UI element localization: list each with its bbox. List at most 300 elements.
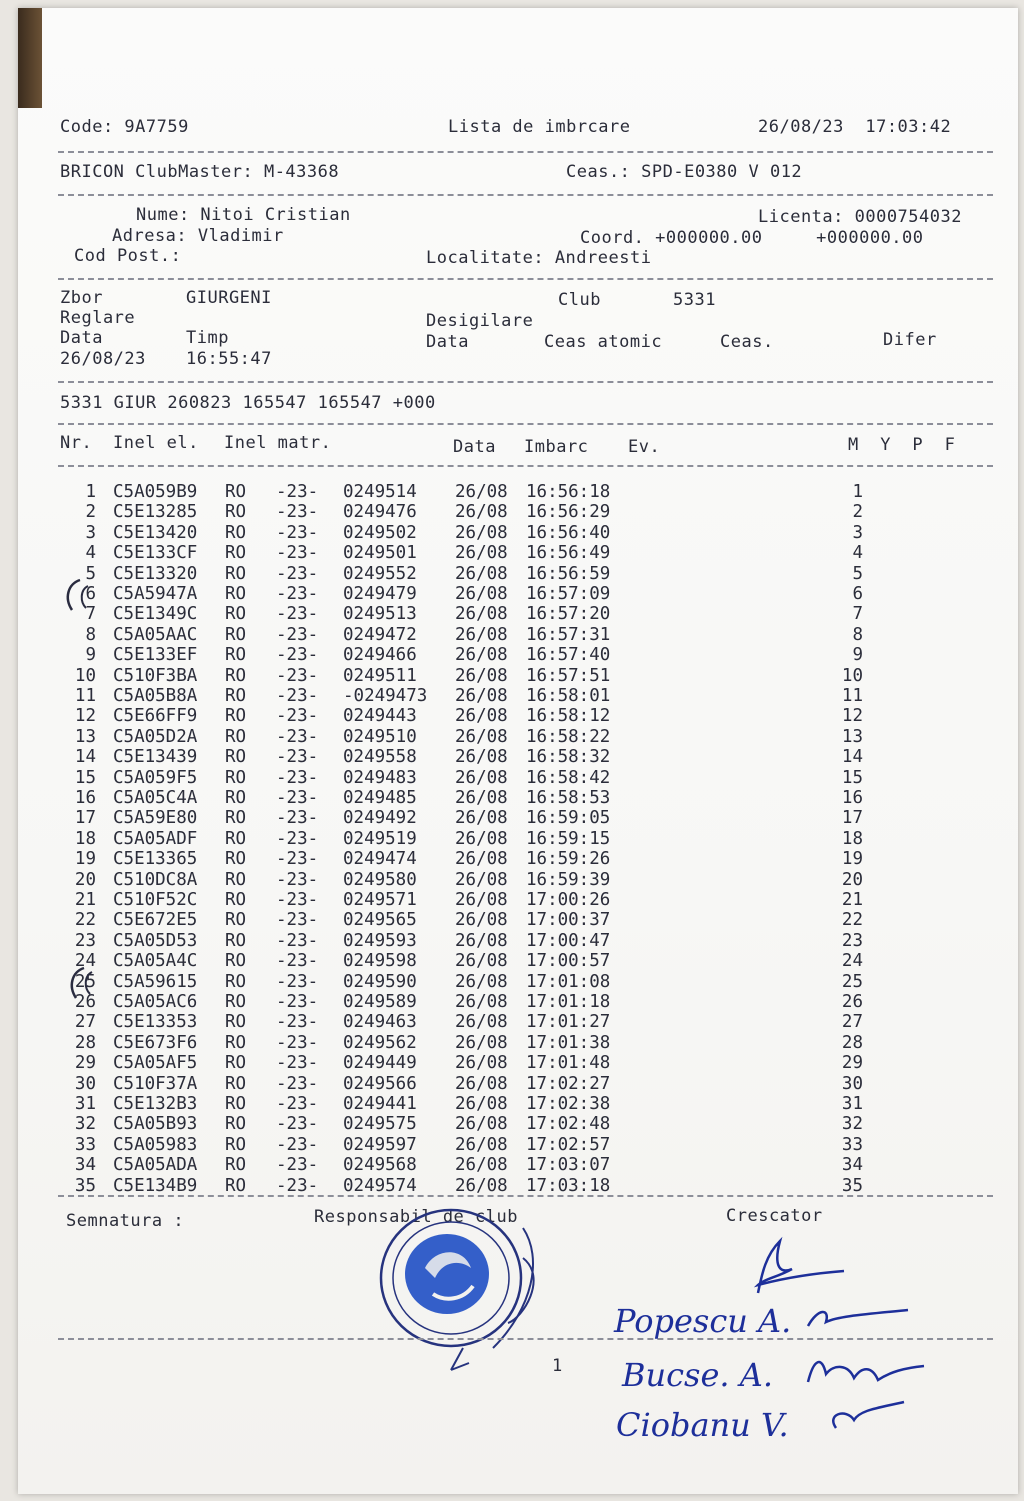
country-code: RO xyxy=(225,971,247,992)
ring-year: -23- xyxy=(276,604,319,625)
divider xyxy=(58,423,993,425)
country-code: RO xyxy=(225,1012,247,1033)
federation-stamp-seal xyxy=(373,1198,563,1373)
country-code: RO xyxy=(225,890,247,910)
row-number: 26 xyxy=(74,992,96,1012)
row-number: 33 xyxy=(74,1134,96,1155)
row-number: 13 xyxy=(74,726,96,747)
ring-serial: 0249598 xyxy=(343,951,417,972)
ring-year: -23- xyxy=(276,788,319,808)
arrival-date: 26/08 xyxy=(455,624,508,645)
ring-year: -23- xyxy=(276,828,319,849)
owner-licenta: Licenta: 0000754032 xyxy=(758,207,962,227)
ring-year: -23- xyxy=(276,502,319,523)
arrival-time: 17:02:38 xyxy=(526,1094,611,1114)
row-number: 17 xyxy=(74,808,96,829)
country-code: RO xyxy=(225,645,247,666)
country-code: RO xyxy=(225,522,247,543)
arrival-date: 26/08 xyxy=(455,930,508,951)
table-row xyxy=(18,645,1018,665)
ring-year: -23- xyxy=(276,563,319,584)
electronic-ring-id: C5E132B3 xyxy=(113,1094,198,1114)
ring-year: -23- xyxy=(276,951,319,972)
arrival-time: 17:02:27 xyxy=(526,1073,611,1094)
table-row xyxy=(18,1155,1018,1175)
electronic-ring-id: C5E673F6 xyxy=(113,1032,198,1053)
ring-serial: 0249566 xyxy=(343,1073,417,1094)
electronic-ring-id: C510F37A xyxy=(113,1073,198,1094)
country-code: RO xyxy=(225,1114,247,1135)
row-number: 14 xyxy=(74,747,96,768)
ring-year: -23- xyxy=(276,706,319,727)
arrival-time: 16:58:01 xyxy=(526,686,611,706)
divider xyxy=(58,1195,993,1197)
ring-serial: 0249483 xyxy=(343,767,417,788)
country-code: RO xyxy=(225,767,247,788)
arrival-date: 26/08 xyxy=(455,726,508,747)
table-row xyxy=(18,890,1018,910)
row-number: 29 xyxy=(74,1053,96,1074)
arrival-date: 26/08 xyxy=(455,686,508,706)
electronic-ring-id: C5A05ADA xyxy=(113,1155,198,1176)
electronic-ring-id: C5A05AAC xyxy=(113,624,198,645)
arrival-time: 17:01:38 xyxy=(526,1032,611,1053)
table-row xyxy=(18,706,1018,726)
country-code: RO xyxy=(225,1155,247,1176)
row-number: 7 xyxy=(85,604,96,625)
semnatura-label: Semnatura : xyxy=(66,1211,185,1231)
flag-m-value: 34 xyxy=(841,1155,863,1176)
arrival-date: 26/08 xyxy=(455,665,508,686)
timp-label: Timp xyxy=(186,328,229,348)
country-code: RO xyxy=(225,604,247,625)
ring-year: -23- xyxy=(276,992,319,1012)
ring-year: -23- xyxy=(276,1155,319,1176)
ring-serial: 0249510 xyxy=(343,726,417,747)
page-corner-shadow xyxy=(18,8,42,108)
arrival-time: 17:01:48 xyxy=(526,1053,611,1074)
ring-year: -23- xyxy=(276,849,319,870)
ring-year: -23- xyxy=(276,686,319,706)
table-row xyxy=(18,1053,1018,1073)
row-number: 16 xyxy=(74,788,96,808)
table-row xyxy=(18,870,1018,890)
flag-m-value: 5 xyxy=(852,563,863,584)
table-row xyxy=(18,910,1018,930)
row-number: 30 xyxy=(74,1073,96,1094)
arrival-time: 16:57:31 xyxy=(526,624,611,645)
ceas-atomic-label: Ceas atomic xyxy=(544,332,663,352)
flag-m-value: 26 xyxy=(841,992,863,1012)
row-number: 6 xyxy=(85,584,96,604)
arrival-time: 16:59:26 xyxy=(526,849,611,870)
flag-m-value: 32 xyxy=(841,1114,863,1135)
table-row xyxy=(18,972,1018,992)
handwritten-committee-signatures xyxy=(608,1286,948,1466)
club-value: 5331 xyxy=(673,290,716,310)
ring-serial: 0249502 xyxy=(343,522,417,543)
arrival-date: 26/08 xyxy=(455,522,508,543)
table-row xyxy=(18,502,1018,522)
flag-m-value: 11 xyxy=(841,686,863,706)
ring-year: -23- xyxy=(276,543,319,564)
row-number: 19 xyxy=(74,849,96,870)
ring-serial: 0249485 xyxy=(343,788,417,808)
row-number: 9 xyxy=(85,645,96,666)
flag-m-value: 7 xyxy=(852,604,863,625)
table-row xyxy=(18,604,1018,624)
row-number: 32 xyxy=(74,1114,96,1135)
flag-m-value: 23 xyxy=(841,930,863,951)
country-code: RO xyxy=(225,1175,247,1196)
country-code: RO xyxy=(225,706,247,727)
ring-year: -23- xyxy=(276,1032,319,1053)
country-code: RO xyxy=(225,930,247,951)
flag-m-value: 19 xyxy=(841,849,863,870)
margin-bracket-mark xyxy=(58,576,98,616)
arrival-date: 26/08 xyxy=(455,992,508,1012)
country-code: RO xyxy=(225,1073,247,1094)
arrival-date: 26/08 xyxy=(455,747,508,768)
electronic-ring-id: C5A59E80 xyxy=(113,808,198,829)
data-label: Data xyxy=(60,328,103,348)
reglare-time: 16:55:47 xyxy=(186,349,272,369)
arrival-time: 17:00:37 xyxy=(526,910,611,931)
arrival-date: 26/08 xyxy=(455,1134,508,1155)
electronic-ring-id: C5A05B8A xyxy=(113,686,198,706)
row-number: 1 xyxy=(85,482,96,502)
flag-m-value: 31 xyxy=(841,1094,863,1114)
table-row xyxy=(18,564,1018,584)
row-number: 5 xyxy=(85,563,96,584)
row-number: 12 xyxy=(74,706,96,727)
ring-year: -23- xyxy=(276,584,319,604)
ring-serial: 0249575 xyxy=(343,1114,417,1135)
electronic-ring-id: C5E13365 xyxy=(113,849,198,870)
arrival-time: 17:01:27 xyxy=(526,1012,611,1033)
arrival-date: 26/08 xyxy=(455,584,508,604)
electronic-ring-id: C510DC8A xyxy=(113,869,198,890)
arrival-time: 16:57:40 xyxy=(526,645,611,666)
electronic-ring-id: C5E66FF9 xyxy=(113,706,198,727)
ring-year: -23- xyxy=(276,726,319,747)
electronic-ring-id: C5A059F5 xyxy=(113,767,198,788)
country-code: RO xyxy=(225,665,247,686)
row-number: 2 xyxy=(85,502,96,523)
ring-serial: 0249568 xyxy=(343,1155,417,1176)
ring-serial: 0249593 xyxy=(343,930,417,951)
divider xyxy=(58,465,993,467)
ring-year: -23- xyxy=(276,890,319,910)
electronic-ring-id: C5A05B93 xyxy=(113,1114,198,1135)
flag-m-value: 17 xyxy=(841,808,863,829)
arrival-time: 17:02:57 xyxy=(526,1134,611,1155)
ring-serial: -0249473 xyxy=(343,686,428,706)
electronic-ring-id: C5A5947A xyxy=(113,584,198,604)
clubmaster-label: BRICON ClubMaster: M-43368 xyxy=(60,162,340,182)
club-label: Club xyxy=(558,290,601,310)
header-datetime: 26/08/23 17:03:42 xyxy=(758,117,952,137)
electronic-ring-id: C5E13285 xyxy=(113,502,198,523)
arrival-date: 26/08 xyxy=(455,1053,508,1074)
flag-m-value: 24 xyxy=(841,951,863,972)
flag-m-value: 28 xyxy=(841,1032,863,1053)
arrival-date: 26/08 xyxy=(455,808,508,829)
arrival-time: 16:57:20 xyxy=(526,604,611,625)
desigilare-label: Desigilare xyxy=(426,311,534,331)
ring-serial: 0249558 xyxy=(343,747,417,768)
electronic-ring-id: C5E13420 xyxy=(113,522,198,543)
divider xyxy=(58,194,993,196)
country-code: RO xyxy=(225,910,247,931)
flag-m-value: 9 xyxy=(852,645,863,666)
electronic-ring-id: C5A05ADF xyxy=(113,828,198,849)
arrival-time: 16:58:42 xyxy=(526,767,611,788)
table-row xyxy=(18,625,1018,645)
arrival-date: 26/08 xyxy=(455,849,508,870)
flag-m-value: 4 xyxy=(852,543,863,564)
electronic-ring-id: C510F52C xyxy=(113,890,198,910)
arrival-time: 16:58:32 xyxy=(526,747,611,768)
arrival-date: 26/08 xyxy=(455,1175,508,1196)
col-inel-matr: Inel matr. xyxy=(224,433,332,453)
ring-year: -23- xyxy=(276,930,319,951)
flag-m-value: 20 xyxy=(841,869,863,890)
arrival-time: 17:00:47 xyxy=(526,930,611,951)
country-code: RO xyxy=(225,563,247,584)
flag-m-value: 27 xyxy=(841,1012,863,1033)
arrival-date: 26/08 xyxy=(455,645,508,666)
country-code: RO xyxy=(225,686,247,706)
arrival-time: 17:00:26 xyxy=(526,890,611,910)
arrival-time: 17:01:08 xyxy=(526,971,611,992)
ring-year: -23- xyxy=(276,645,319,666)
code-label: Code: 9A7759 xyxy=(60,117,189,137)
col-ev: Ev. xyxy=(628,437,661,457)
country-code: RO xyxy=(225,1032,247,1053)
country-code: RO xyxy=(225,726,247,747)
ring-year: -23- xyxy=(276,1134,319,1155)
arrival-time: 17:00:57 xyxy=(526,951,611,972)
arrival-date: 26/08 xyxy=(455,828,508,849)
electronic-ring-id: C5A05983 xyxy=(113,1134,198,1155)
table-row xyxy=(18,584,1018,604)
electronic-ring-id: C5A059B9 xyxy=(113,482,198,502)
ring-year: -23- xyxy=(276,482,319,502)
arrival-date: 26/08 xyxy=(455,767,508,788)
country-code: RO xyxy=(225,992,247,1012)
svg-text:Ciobanu V.: Ciobanu V. xyxy=(616,1406,789,1444)
table-row xyxy=(18,808,1018,828)
row-number: 22 xyxy=(74,910,96,931)
row-number: 4 xyxy=(85,543,96,564)
divider xyxy=(58,278,993,280)
ring-serial: 0249552 xyxy=(343,563,417,584)
ring-serial: 0249565 xyxy=(343,910,417,931)
arrival-date: 26/08 xyxy=(455,971,508,992)
ring-year: -23- xyxy=(276,665,319,686)
owner-cod-post: Cod Post.: xyxy=(74,246,182,266)
flag-m-value: 3 xyxy=(852,522,863,543)
row-number: 18 xyxy=(74,828,96,849)
table-row xyxy=(18,666,1018,686)
row-number: 8 xyxy=(85,624,96,645)
table-row xyxy=(18,931,1018,951)
electronic-ring-id: C5A05A4C xyxy=(113,951,198,972)
ring-year: -23- xyxy=(276,1114,319,1135)
table-row xyxy=(18,788,1018,808)
flag-m-value: 16 xyxy=(841,788,863,808)
country-code: RO xyxy=(225,869,247,890)
ring-serial: 0249511 xyxy=(343,665,417,686)
electronic-ring-id: C5A05AF5 xyxy=(113,1053,198,1074)
arrival-date: 26/08 xyxy=(455,869,508,890)
ring-serial: 0249443 xyxy=(343,706,417,727)
country-code: RO xyxy=(225,1134,247,1155)
electronic-ring-id: C5E133CF xyxy=(113,543,198,564)
crescator-label: Crescator xyxy=(726,1206,823,1226)
row-number: 35 xyxy=(74,1175,96,1196)
arrival-time: 16:57:09 xyxy=(526,584,611,604)
arrival-time: 16:56:59 xyxy=(526,563,611,584)
country-code: RO xyxy=(225,747,247,768)
arrival-date: 26/08 xyxy=(455,482,508,502)
ring-year: -23- xyxy=(276,747,319,768)
ring-serial: 0249463 xyxy=(343,1012,417,1033)
flag-m-value: 15 xyxy=(841,767,863,788)
ring-serial: 0249501 xyxy=(343,543,417,564)
arrival-date: 26/08 xyxy=(455,563,508,584)
row-number: 15 xyxy=(74,767,96,788)
table-row xyxy=(18,1135,1018,1155)
margin-bracket-mark xyxy=(62,964,102,1004)
table-row xyxy=(18,992,1018,1012)
ring-year: -23- xyxy=(276,767,319,788)
ring-year: -23- xyxy=(276,1175,319,1196)
ring-serial: 0249571 xyxy=(343,890,417,910)
table-row xyxy=(18,849,1018,869)
col-imbarc: Imbarc xyxy=(524,437,589,457)
arrival-time: 17:03:07 xyxy=(526,1155,611,1176)
arrival-time: 17:03:18 xyxy=(526,1175,611,1196)
row-number: 34 xyxy=(74,1155,96,1176)
country-code: RO xyxy=(225,951,247,972)
arrival-date: 26/08 xyxy=(455,1032,508,1053)
flag-m-value: 30 xyxy=(841,1073,863,1094)
arrival-time: 16:57:51 xyxy=(526,665,611,686)
arrival-date: 26/08 xyxy=(455,1012,508,1033)
flag-m-value: 14 xyxy=(841,747,863,768)
ring-serial: 0249574 xyxy=(343,1175,417,1196)
ring-serial: 0249449 xyxy=(343,1053,417,1074)
electronic-ring-id: C5E672E5 xyxy=(113,910,198,931)
table-row xyxy=(18,829,1018,849)
row-number: 24 xyxy=(74,951,96,972)
row-number: 3 xyxy=(85,522,96,543)
electronic-ring-id: C5E133EF xyxy=(113,645,198,666)
country-code: RO xyxy=(225,1094,247,1114)
table-row xyxy=(18,523,1018,543)
ring-serial: 0249474 xyxy=(343,849,417,870)
electronic-ring-id: C5E134B9 xyxy=(113,1175,198,1196)
ring-serial: 0249466 xyxy=(343,645,417,666)
country-code: RO xyxy=(225,624,247,645)
arrival-time: 17:01:18 xyxy=(526,992,611,1012)
ring-serial: 0249479 xyxy=(343,584,417,604)
zbor-value: GIURGENI xyxy=(186,288,272,308)
ring-serial: 0249589 xyxy=(343,992,417,1012)
arrival-date: 26/08 xyxy=(455,788,508,808)
ring-year: -23- xyxy=(276,522,319,543)
reglare-date: 26/08/23 xyxy=(60,349,146,369)
flag-m-value: 25 xyxy=(841,971,863,992)
desigilare-data-label: Data xyxy=(426,332,469,352)
ring-year: -23- xyxy=(276,1053,319,1074)
zbor-label: Zbor xyxy=(60,288,103,308)
ring-year: -23- xyxy=(276,808,319,829)
col-nr: Nr. xyxy=(60,433,93,453)
responsabil-label: Responsabil de club xyxy=(314,1207,518,1227)
table-row xyxy=(18,951,1018,971)
ring-serial: 0249580 xyxy=(343,869,417,890)
svg-text:Popescu A.: Popescu A. xyxy=(614,1302,792,1340)
arrival-date: 26/08 xyxy=(455,604,508,625)
ring-serial: 0249590 xyxy=(343,971,417,992)
svg-text:Bucse. A.: Bucse. A. xyxy=(622,1356,774,1394)
flag-m-value: 29 xyxy=(841,1053,863,1074)
country-code: RO xyxy=(225,788,247,808)
country-code: RO xyxy=(225,482,247,502)
electronic-ring-id: C5E13320 xyxy=(113,563,198,584)
page-number: 1 xyxy=(552,1356,563,1376)
summary-line: 5331 GIUR 260823 165547 165547 +000 xyxy=(60,393,436,413)
arrival-time: 16:58:53 xyxy=(526,788,611,808)
arrival-date: 26/08 xyxy=(455,502,508,523)
owner-coord: Coord. +000000.00 +000000.00 xyxy=(580,228,924,248)
flag-m-value: 18 xyxy=(841,828,863,849)
table-row xyxy=(18,686,1018,706)
row-number: 11 xyxy=(74,686,96,706)
table-row xyxy=(18,1176,1018,1196)
ring-year: -23- xyxy=(276,624,319,645)
ring-serial: 0249476 xyxy=(343,502,417,523)
arrival-date: 26/08 xyxy=(455,1114,508,1135)
arrival-time: 16:59:15 xyxy=(526,828,611,849)
arrival-time: 17:02:48 xyxy=(526,1114,611,1135)
arrival-time: 16:56:49 xyxy=(526,543,611,564)
ring-year: -23- xyxy=(276,910,319,931)
country-code: RO xyxy=(225,543,247,564)
electronic-ring-id: C5E13353 xyxy=(113,1012,198,1033)
table-row xyxy=(18,1074,1018,1094)
ring-serial: 0249562 xyxy=(343,1032,417,1053)
electronic-ring-id: C5A05C4A xyxy=(113,788,198,808)
ring-serial: 0249513 xyxy=(343,604,417,625)
electronic-ring-id: C510F3BA xyxy=(113,665,198,686)
row-number: 20 xyxy=(74,869,96,890)
flag-m-value: 35 xyxy=(841,1175,863,1196)
country-code: RO xyxy=(225,849,247,870)
table-row xyxy=(18,1094,1018,1114)
row-number: 27 xyxy=(74,1012,96,1033)
ring-serial: 0249492 xyxy=(343,808,417,829)
table-row xyxy=(18,768,1018,788)
ring-serial: 0249472 xyxy=(343,624,417,645)
country-code: RO xyxy=(225,584,247,604)
ceas-col-label: Ceas. xyxy=(720,332,774,352)
owner-adresa: Adresa: Vladimir xyxy=(112,226,284,246)
ring-year: -23- xyxy=(276,971,319,992)
